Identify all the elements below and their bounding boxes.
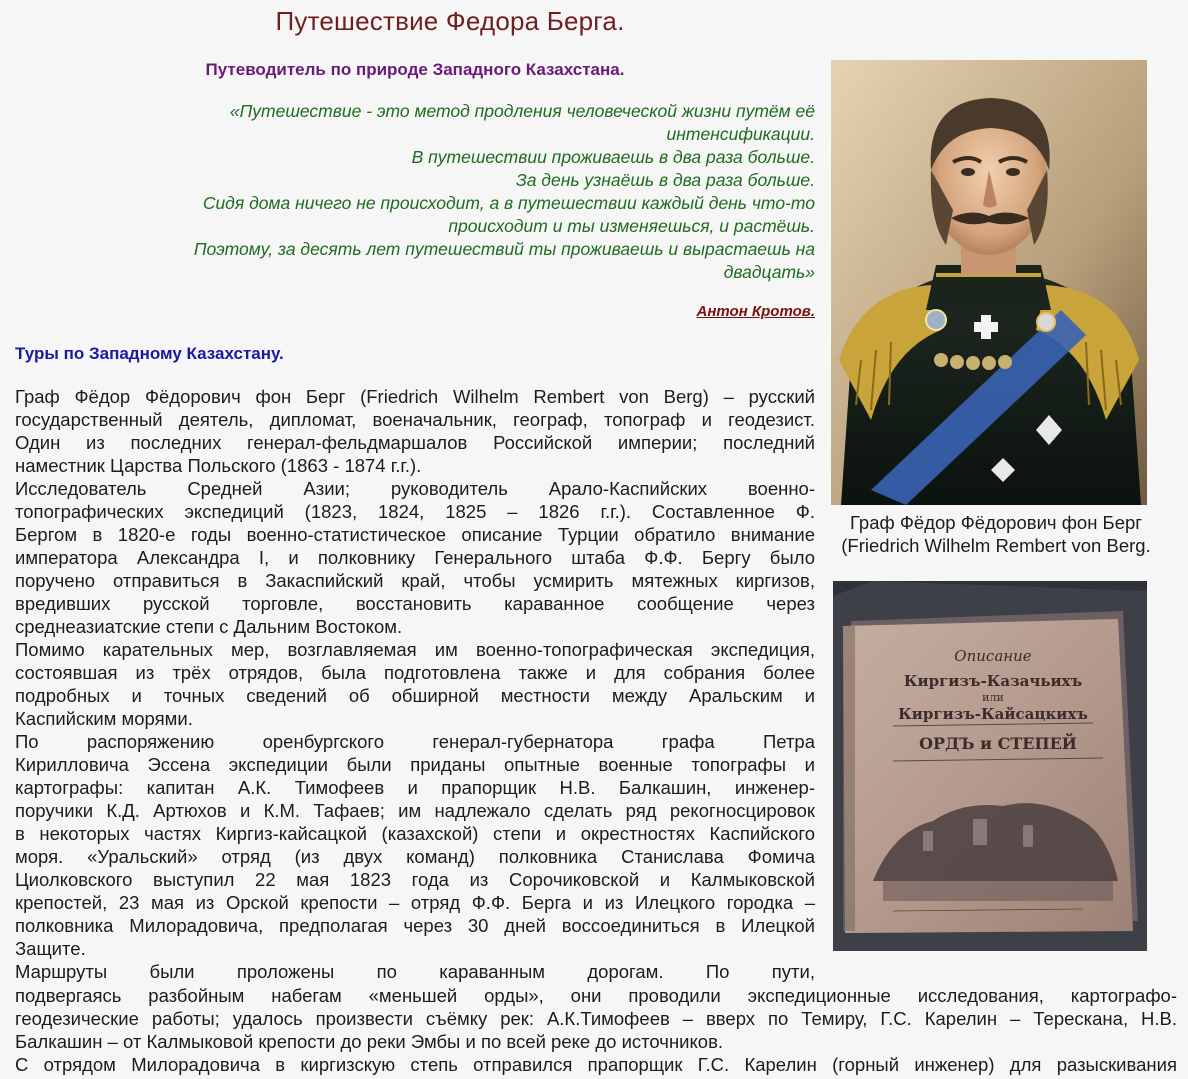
quote-line: Сидя дома ничего не происходит, а в путешествии каждый день что-то: [202, 193, 815, 213]
body-line: крепостей, 23 мая из Орской крепости – отряд Ф.Ф. Берга и из Илецкого городка –: [15, 892, 815, 913]
body-line: полковника Милорадовича, предполагая через 30 дней воссоединиться в Илецкой: [15, 915, 815, 936]
quote-line: двадцать»: [723, 262, 815, 282]
book-cover-line: Киргизъ-Казачьихъ: [903, 672, 1083, 690]
article-body-continued: [15, 984, 1177, 1076]
body-line: картографы: капитан А.К. Тимофеев и прапорщик Н.В. Балкашин, инженер-: [15, 777, 815, 798]
body-line: С отрядом Милорадовича в киргизскую степь отправился прапорщик Г.С. Карелин (горный инженер) для разыскивания: [15, 1054, 1177, 1075]
quote-line: За день узнаёшь в два раза больше.: [515, 170, 815, 190]
book-cover-line: Описание: [954, 647, 1032, 665]
body-line: Защите.: [15, 938, 86, 959]
article-body: [15, 385, 815, 983]
section-heading: Туры по Западному Казахстану.: [15, 344, 284, 363]
body-line: Кирилловича Эссена экспедиции были приданы опытные военные топографы и: [15, 754, 815, 775]
quote-author-link[interactable]: Антон Кротов.: [696, 303, 815, 320]
book-illustration: [833, 581, 1147, 951]
quote-line: Поэтому, за десять лет путешествий ты проживаешь и вырастаешь на: [193, 239, 815, 259]
body-line: Каспийским морями.: [15, 708, 193, 729]
portrait-illustration: [831, 60, 1147, 505]
quote-line: происходит и ты изменяешься, и растёшь.: [448, 216, 815, 236]
body-line: геодезические работы; удалось произвести съёмку рек: А.К.Тимофеев – вверх по Темиру, Г.С. Карелин – Терескана, Н.В.: [15, 1008, 1177, 1029]
body-line: в некоторых частях Киргиз-кайсацкой (казахской) степи и окрестностях Каспийского: [15, 823, 815, 844]
portrait-image: [831, 60, 1147, 505]
body-line: состоявшая из трёх отрядов, была подготовлена также и для собрания более: [15, 662, 815, 683]
quote-line: В путешествии проживаешь в два раза больше.: [411, 147, 815, 167]
body-line: поручено отправиться в Закаспийский край, чтобы усмирить мятежных киргизов,: [15, 570, 815, 591]
body-line: Исследователь Средней Азии; руководитель Арало-Каспийских военно-: [15, 478, 815, 499]
body-line: поручики К.Д. Артюхов и К.М. Тафаев; им надлежало сделать ряд рекогносцировок: [15, 800, 815, 821]
book-cover-line: или: [982, 691, 1004, 704]
body-line: подробных и точных сведений об обширной местности между Аральским и: [15, 685, 815, 706]
body-line: среднеазиатские степи с Дальним Востоком.: [15, 616, 403, 637]
body-line: вредивших русской торговле, восстановить караванное сообщение через: [15, 593, 815, 614]
body-line: наместник Царства Польского (1863 - 1874 г.г.).: [15, 455, 422, 476]
body-line: Балкашин – от Калмыковой крепости до реки Эмбы и по всей реке до источников.: [15, 1031, 724, 1052]
book-cover-line: Киргизъ-Кайсацкихъ: [898, 705, 1088, 723]
body-line: Помимо карательных мер, возглавляемая им военно-топографическая экспедиция,: [15, 639, 815, 660]
body-line: Один из последних генерал-фельдмаршалов Российской империи; последний: [15, 432, 815, 453]
portrait-caption: Граф Фёдор Фёдорович фон Берг (Friedrich Wilhelm Rembert von Berg.: [841, 512, 1151, 556]
body-line: императора Александра I, и полковнику Генерального штаба Ф.Ф. Бергу было: [15, 547, 815, 568]
page-title: Путешествие Федора Берга.: [275, 6, 625, 36]
body-line: моря. «Уральский» отряд (из двух команд) полковника Станислава Фомича: [15, 846, 815, 867]
body-line: Маршруты были проложены по караванным дорогам. По пути,: [15, 961, 815, 982]
quote-line: «Путешествие - это метод продления человеческой жизни путём её: [229, 101, 815, 121]
book-cover-line: ОРДЪ и СТЕПЕЙ: [919, 734, 1077, 753]
quote-line: интенсификации.: [666, 124, 815, 144]
body-line: государственный деятель, дипломат, военачальник, географ, топограф и геодезист.: [15, 409, 815, 430]
body-line: Граф Фёдор Фёдорович фон Берг (Friedrich Wilhelm Rembert von Berg) – русский: [15, 386, 815, 407]
body-line: Бергом в 1820-е годы военно-статистическое описание Турции обратило внимание: [15, 524, 815, 545]
book-image: [833, 581, 1147, 951]
body-line: топографических экспедиций (1823, 1824, 1825 – 1826 г.г.). Составленное Ф.: [15, 501, 815, 522]
page-subtitle: Путеводитель по природе Западного Казахстана.: [205, 60, 625, 79]
epigraph-quote: [55, 100, 815, 284]
body-line: По распоряжению оренбургского генерал-губернатора графа Петра: [15, 731, 815, 752]
body-line: подвергаясь разбойным набегам «меньшей орды», они проводили экспедиционные исследования, картографо-: [15, 985, 1177, 1006]
body-line: Циолковского выступил 22 мая 1823 года из Сорочиковской и Калмыковской: [15, 869, 815, 890]
